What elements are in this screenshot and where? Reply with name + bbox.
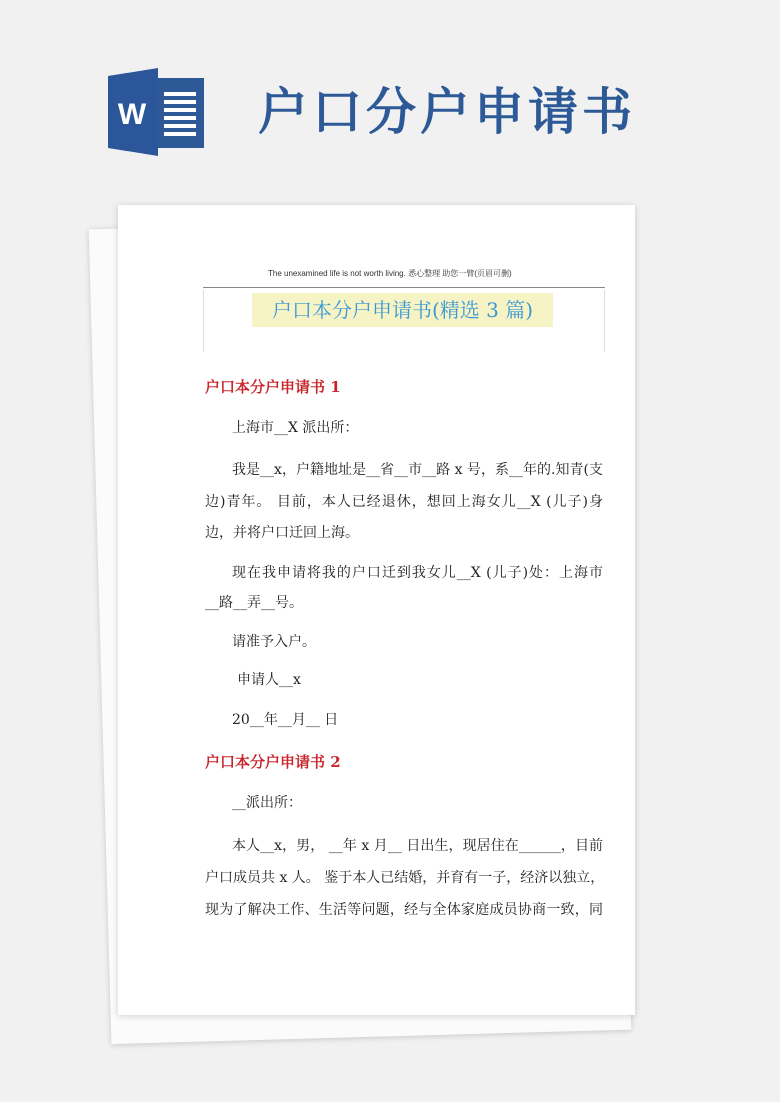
margin-line-left: [203, 290, 204, 352]
paragraph-line: 我是__x，户籍地址是__省__市__路 x 号，系__年的.知青(支: [232, 462, 603, 478]
paragraph-line: 现为了解决工作、生活等问题，经与全体家庭成员协商一致，同: [205, 902, 603, 918]
section-heading-1: 户口本分户申请书 1: [205, 378, 341, 396]
paragraph-line: 边)青年。 目前，本人已经退休，想回上海女儿__X (儿子)身: [205, 494, 603, 510]
paragraph-line: __路__弄__号。: [205, 595, 303, 611]
paragraph-line: 现在我申请将我的户口迁到我女儿__X (儿子)处：上海市: [232, 565, 603, 581]
paragraph-line: 户口成员共 x 人。 鉴于本人已结婚，并育有一子，经济以独立，: [205, 870, 605, 886]
header-rule: [203, 287, 605, 288]
paragraph-line: 边，并将户口迁回上海。: [205, 525, 359, 541]
document-title: 户口本分户申请书(精选 3 篇): [271, 298, 534, 322]
margin-line-right: [604, 290, 605, 352]
section-heading-2: 户口本分户申请书 2: [205, 753, 341, 771]
paragraph-line: 上海市__X 派出所：: [232, 420, 359, 436]
page-header-text: The unexamined life is not worth living. 悉心整理 助您一臂(页眉可删): [268, 269, 512, 278]
applicant-line: 申请人__x: [237, 672, 301, 688]
document-page: [118, 205, 635, 1015]
paragraph-line: __派出所：: [232, 795, 302, 811]
date-line: 20__年__月__ 日: [232, 712, 339, 728]
word-icon: [108, 68, 208, 156]
banner-title: 户口分户申请书: [258, 82, 636, 141]
svg-text:W: W: [117, 98, 147, 131]
paragraph-line: 请准予入户。: [232, 634, 316, 650]
paragraph-line: 本人__x，男， __年 x 月__ 日出生，现居住在______，目前: [232, 838, 603, 854]
